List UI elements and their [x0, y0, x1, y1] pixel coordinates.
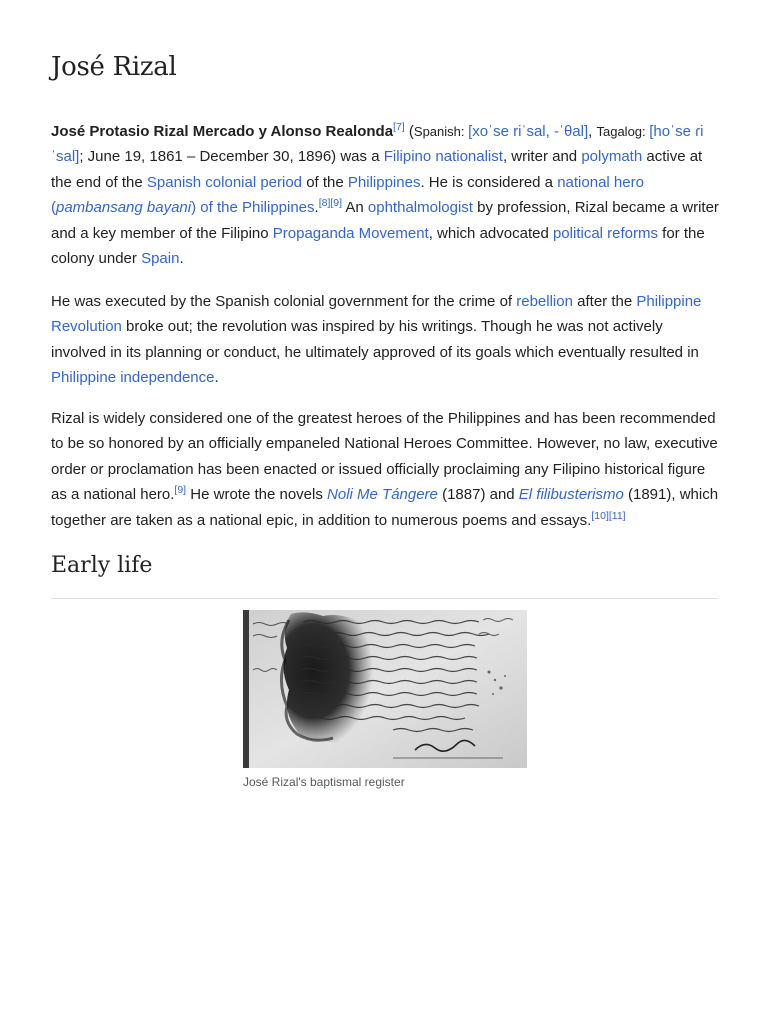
citation-9[interactable]: [9] [174, 484, 187, 497]
link-pambansang-bayani: pambansang bayani [56, 199, 192, 217]
link-philippine-independence[interactable]: Philippine independence [51, 369, 215, 387]
text-run: of the [302, 173, 348, 191]
link-political-reforms[interactable]: political reforms [552, 224, 658, 242]
text-run: Rizal is widely considered one of the greatest heroes of the Philippines and has been recommended to be so honored by an officially empaneled National Heroes Committee. However, no law, executive order or proclamation has been enacted or issued officially proclaiming any Filipino historical figure as a national hero. [51, 410, 718, 504]
text-run: ; June 19, 1861 – December 30, 1896) was a [79, 148, 384, 166]
execution-paragraph [51, 289, 721, 391]
text-run: An [342, 199, 368, 217]
citation-8-9[interactable]: [8][9] [318, 197, 343, 210]
link-noli-text: Noli Me Tángere [327, 486, 438, 504]
text-run: . He is considered a [420, 173, 558, 191]
legacy-paragraph [51, 406, 721, 533]
link-fili-text: El filibusterismo [518, 486, 624, 504]
text-run: , writer and [502, 148, 582, 166]
text-run: He wrote the novels [186, 486, 328, 504]
section-heading-early-life: Early life [51, 553, 153, 578]
text-run: (1891), which together are taken as a national epic, in addition to numerous poems and essays. [51, 486, 719, 529]
text-run: (1887) and [437, 486, 519, 504]
citation-7[interactable]: [7] [393, 121, 405, 133]
tagalog-ipa-link[interactable]: [hoˈse ɾiˈsal] [51, 123, 704, 166]
text-run: . [314, 199, 319, 217]
spanish-ipa-link[interactable]: [xoˈse riˈsal, -ˈθal] [468, 123, 589, 140]
link-el-filibusterismo[interactable] [519, 486, 624, 503]
link-national-hero-text: national hero ( [51, 173, 644, 217]
link-philippines[interactable]: Philippines [347, 173, 421, 191]
subject-name: José Protasio Rizal Mercado y Alonso Realonda [51, 123, 394, 140]
text-run: . [179, 250, 184, 268]
link-filipino-nationalist[interactable]: Filipino nationalist [383, 148, 503, 166]
text-run: , which advocated [428, 224, 553, 242]
citation-10-11[interactable]: [10][11] [591, 509, 626, 522]
text-run: , [588, 123, 597, 140]
text-run: after the [572, 293, 637, 310]
page-title: José Rizal [51, 52, 177, 82]
link-spain[interactable]: Spain [141, 250, 180, 268]
link-polymath[interactable]: polymath [581, 148, 643, 166]
link-spanish-colonial-period[interactable]: Spanish colonial period [146, 173, 303, 191]
link-propaganda-movement[interactable]: Propaganda Movement [272, 224, 429, 242]
spanish-label: Spanish: [413, 124, 469, 139]
baptismal-register-figure [243, 610, 527, 790]
text-run: He was executed by the Spanish colonial government for the crime of [51, 293, 517, 310]
text-run: for the colony under [51, 224, 705, 268]
tagalog-label: Tagalog: [596, 124, 650, 139]
text-run: . [214, 369, 219, 387]
link-of-philippines-text: ) of the Philippines [191, 199, 315, 217]
text-run: ( [404, 123, 414, 140]
link-ophthalmologist[interactable]: ophthalmologist [367, 199, 473, 217]
baptismal-register-image[interactable] [243, 610, 527, 768]
intro-paragraph [51, 119, 721, 271]
figure-caption: José Rizal's baptismal register [243, 775, 405, 789]
link-rebellion[interactable]: rebellion [516, 293, 573, 310]
text-run: active at the end of the [51, 148, 703, 191]
section-divider [51, 598, 718, 599]
link-noli-me-tangere[interactable] [327, 486, 438, 503]
link-philippine-revolution[interactable]: Philippine Revolution [51, 293, 702, 336]
text-run: broke out; the revolution was inspired by his writings. Though he was not actively involved in its planning or conduct, he ultimately approved of its goals which eventually resulted in [51, 318, 699, 361]
text-run: by profession, Rizal became a writer and a key member of the Filipino [51, 199, 719, 242]
